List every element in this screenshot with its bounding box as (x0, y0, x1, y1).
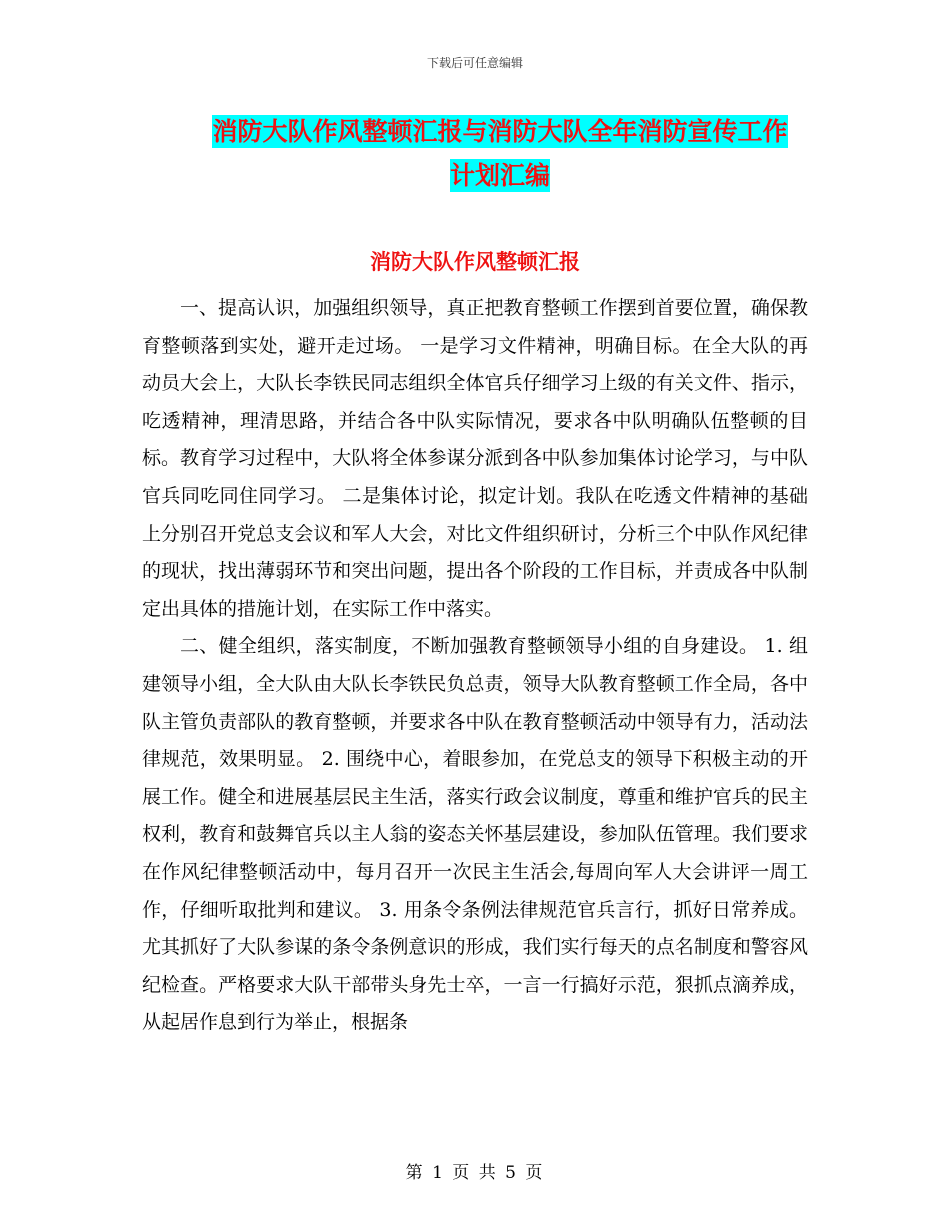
document-title-line-2: 计划汇编 (449, 161, 550, 190)
section-title: 消防大队作风整顿汇报 (370, 250, 580, 274)
document-body (142, 290, 808, 1042)
document-title-line-1: 消防大队作风整顿汇报与消防大队全年消防宣传工作 (212, 117, 788, 146)
page-footer: 第 1 页 共 5 页 (405, 1163, 545, 1183)
body-paragraph-1: 一、提高认识，加强组织领导，真正把教育整顿工作摆到首要位置，确保教育整顿落到实处，避开走过场。 一是学习文件精神，明确目标。在全大队的再动员大会上，大队长李铁民同志组织全体官兵仔细学习上级的有关文件、指示，吃透精神，理清思路，并结合各中队实际情况，要求各中队明确队伍整顿的目标。教育学习过程中，大队将全体参谋分派到各中队参加集体讨论学习，与中队官兵同吃同住同学习。 二是集体讨论，拟定计划。我队在吃透文件精神的基础上分别召开党总支会议和军人大会，对比文件组织研讨，分析三个中队作风纪律的现状，找出薄弱环节和突出问题，提出各个阶段的工作目标，并责成各中队制定出具体的措施计划，在实际工作中落实。 (142, 297, 808, 620)
document-title (150, 110, 850, 198)
page-header: 下载后可任意编辑 (426, 56, 523, 70)
body-paragraph-2: 二、健全组织，落实制度，不断加强教育整顿领导小组的自身建设。 1. 组建领导小组，全大队由大队长李铁民负总责，领导大队教育整顿工作全局，各中队主管负责部队的教育整顿，并要求各中队在教育整顿活动中领导有力，活动法律规范，效果明显。 2. 围绕中心，着眼参加，在党总支的领导下积极主动的开展工作。健全和进展基层民主生活，落实行政会议制度，尊重和维护官兵的民主权利，教育和鼓舞官兵以主人翁的姿态关怀基层建设，参加队伍管理。我们要求在作风纪律整顿活动中，每月召开一次民主生活会,每周向军人大会讲评一周工作，仔细听取批判和建议。 3. 用条令条例法律规范官兵言行，抓好日常养成。尤其抓好了大队参谋的条令条例意识的形成，我们实行每天的点名制度和警容风纪检查。严格要求大队干部带头身先士卒，一言一行搞好示范，狠抓点滴养成，从起居作息到行为举止，根据条 (142, 635, 808, 1034)
